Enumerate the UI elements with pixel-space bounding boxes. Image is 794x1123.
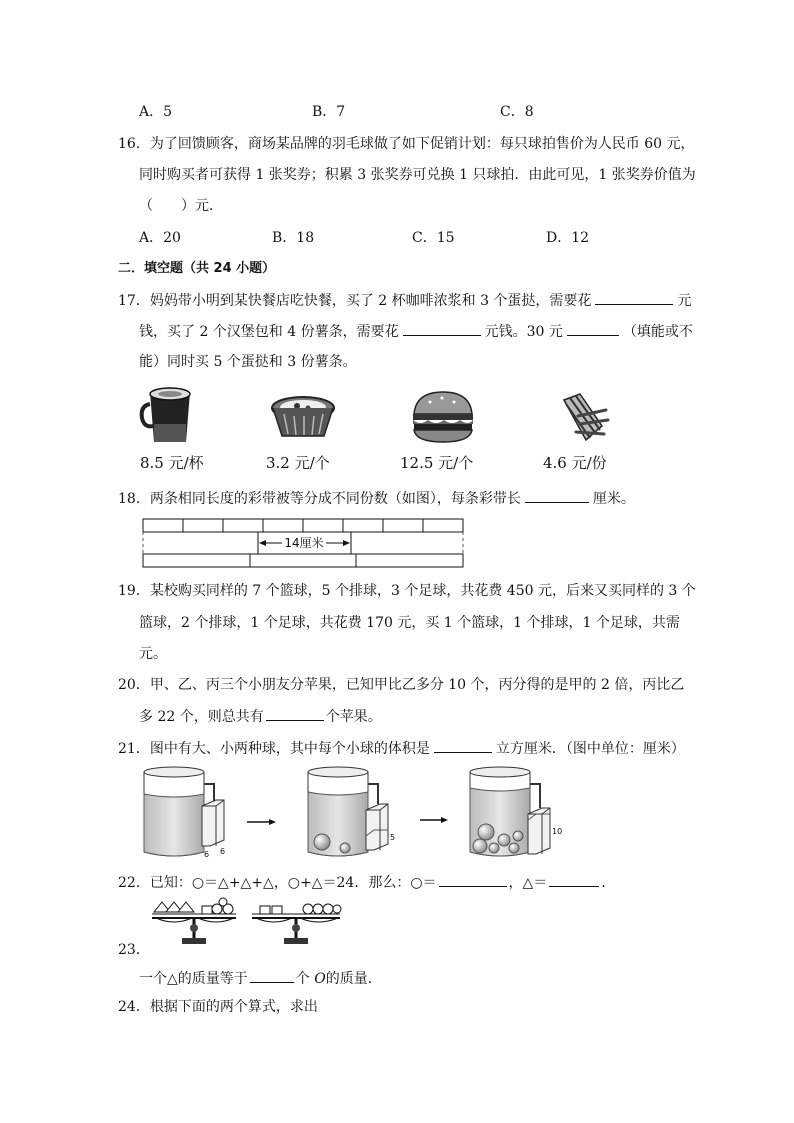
egg-tart-image bbox=[268, 392, 338, 442]
q16-line1: 16．为了回馈顾客，商场某品牌的羽毛球做了如下促销计划：每只球拍售价为人民币 60 元， bbox=[118, 136, 695, 152]
q15-option-c: C．8 bbox=[500, 104, 534, 120]
q22-line1: 22．已知：○＝△+△+△，○+△＝24．那么：○＝ ，△＝ ． bbox=[118, 872, 615, 893]
q22-blank-triangle[interactable] bbox=[549, 872, 599, 887]
q22-blank-circle[interactable] bbox=[439, 872, 507, 887]
container-3-height-label: 10 bbox=[552, 827, 563, 836]
french-fries-image bbox=[556, 390, 610, 446]
hamburger-image bbox=[410, 388, 476, 444]
container-2-height-label: 5 bbox=[390, 833, 396, 842]
q16-option-a: A．20 bbox=[139, 230, 181, 246]
q21-blank[interactable] bbox=[434, 738, 492, 753]
q19-line2: 篮球，2 个排球，1 个足球，共花费 170 元，买 1 个篮球，1 个排球，1 个足球，共需 bbox=[139, 615, 680, 631]
q23-number: 23． bbox=[118, 942, 150, 958]
q21-line1: 21．图中有大、小两种球，其中每个小球的体积是 立方厘米．（图中单位：厘米） bbox=[118, 738, 685, 759]
q16-line2: 同时购买者可获得 1 张奖券；积累 3 张奖券可兑换 1 只球拍．由此可见，1 张奖券价值为 bbox=[139, 167, 696, 183]
q19-line1: 19．某校购买同样的 7 个篮球，5 个排球，3 个足球，共花费 450 元，后来又买同样的 3 个 bbox=[118, 583, 696, 599]
q20-line1: 20．甲、乙、丙三个小朋友分苹果，已知甲比乙多分 10 个，丙分得的是甲的 2 倍，丙比乙 bbox=[118, 677, 685, 693]
q19-line3: 元。 bbox=[139, 646, 167, 662]
q17-blank-2[interactable] bbox=[403, 321, 481, 336]
q17-blank-3[interactable] bbox=[567, 321, 619, 336]
q23-line1: 一个△的质量等于 个 O的质量． bbox=[139, 968, 382, 989]
price-hamburger: 12.5 元/个 bbox=[400, 454, 474, 472]
container-1-depth-label: 6 bbox=[220, 847, 226, 856]
balance-scales-diagram bbox=[148, 900, 344, 946]
price-fries: 4.6 元/份 bbox=[543, 454, 607, 472]
ribbon-length-label: 14厘米 bbox=[284, 536, 324, 550]
q20-line2: 多 22 个，则总共有 个苹果。 bbox=[139, 706, 382, 727]
q16-option-b: B．18 bbox=[272, 230, 315, 246]
balance-scale-2 bbox=[252, 904, 341, 944]
q17-line3: 能）同时买 5 个蛋挞和 3 份薯条。 bbox=[139, 354, 357, 370]
q16-option-d: D．12 bbox=[546, 230, 590, 246]
q16-option-c: C．15 bbox=[412, 230, 455, 246]
price-egg-tart: 3.2 元/个 bbox=[266, 454, 330, 472]
price-coffee: 8.5 元/杯 bbox=[140, 454, 204, 472]
container-2 bbox=[308, 767, 395, 856]
container-1 bbox=[144, 767, 225, 859]
q16-line3: （ ）元． bbox=[139, 198, 223, 214]
q18-line1: 18．两条相同长度的彩带被等分成不同份数（如图），每条彩带长 厘米。 bbox=[118, 488, 635, 509]
section-title: 二．填空题（共 24 小题） bbox=[118, 261, 276, 276]
q24-line1: 24．根据下面的两个算式，求出 bbox=[118, 999, 318, 1015]
coffee-cup-image bbox=[140, 384, 204, 448]
q23-blank[interactable] bbox=[250, 968, 294, 983]
q17-line1: 17．妈妈带小明到某快餐店吃快餐，买了 2 杯咖啡浓浆和 3 个蛋挞，需要花 元 bbox=[118, 290, 691, 311]
q18-blank[interactable] bbox=[525, 488, 589, 503]
container-1-width-label: 6 bbox=[204, 850, 210, 859]
q15-option-b: B．7 bbox=[312, 104, 346, 120]
q15-option-a: A．5 bbox=[139, 104, 173, 120]
ribbon-diagram bbox=[140, 516, 466, 570]
container-3 bbox=[470, 767, 562, 856]
q17-blank-1[interactable] bbox=[595, 290, 673, 305]
q20-blank[interactable] bbox=[266, 706, 324, 721]
container-balls-diagram bbox=[140, 764, 563, 864]
balance-scale-1 bbox=[152, 898, 236, 944]
q17-line2: 钱，买了 2 个汉堡包和 4 份薯条，需要花 元钱。30 元 （填能或不 bbox=[139, 321, 693, 342]
